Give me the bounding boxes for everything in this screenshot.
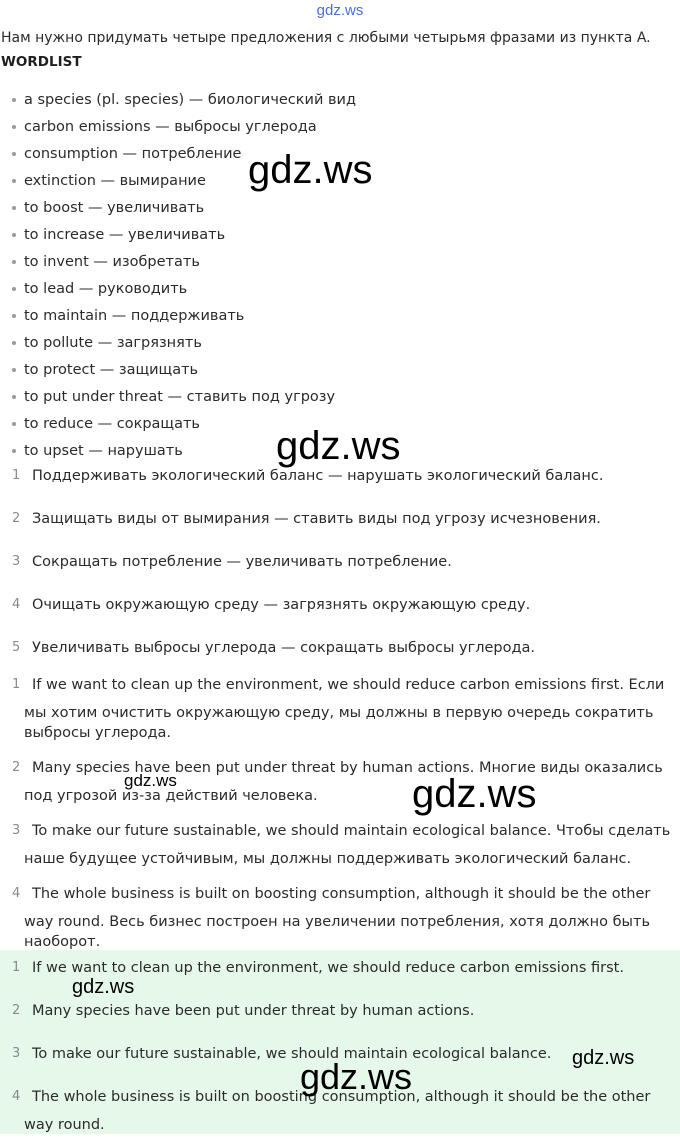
sentence-line: To make our future sustainable, we should maintain ecological balance. Чтобы сделать [32, 823, 671, 839]
phrase-list [0, 466, 680, 681]
sentence-line: The whole business is built on boosting consumption, although it should be the other [32, 886, 651, 902]
bullet-icon [12, 98, 16, 102]
bullet-icon [12, 179, 16, 183]
wordlist-item-text: to upset — нарушать [24, 443, 183, 459]
watermark: gdz.ws [412, 772, 537, 816]
phrase-text: Сокращать потребление — увеличивать потребление. [32, 554, 452, 570]
sentence-item [0, 821, 680, 884]
watermark: gdz.ws [276, 424, 401, 468]
wordlist-item [0, 225, 356, 252]
item-number: 1 [12, 468, 21, 483]
sentence-line: Many species have been put under threat by human actions. Многие виды оказались [32, 760, 663, 776]
wordlist-item-text: to invent — изобретать [24, 254, 200, 270]
phrase-item [0, 466, 680, 509]
answer-text-continued: way round. [24, 1117, 105, 1133]
sentence-item [0, 675, 680, 758]
item-number: 2 [12, 760, 21, 775]
wordlist [0, 90, 356, 468]
item-number: 4 [12, 886, 21, 901]
bullet-icon [12, 422, 16, 426]
bullet-icon [12, 314, 16, 318]
sentence-item [0, 758, 680, 821]
sentence-translation: мы хотим очистить окружающую среду, мы должны в первую очередь сократить выбросы углерода. [24, 705, 654, 741]
phrase-text: Очищать окружающую среду — загрязнять окружающую среду. [32, 597, 531, 613]
bullet-icon [12, 152, 16, 156]
wordlist-item-text: to reduce — сокращать [24, 416, 200, 432]
wordlist-item [0, 333, 356, 360]
answer-item [0, 1001, 680, 1044]
phrase-item [0, 552, 680, 595]
watermark: gdz.ws [572, 1047, 635, 1069]
bullet-icon [12, 287, 16, 291]
item-number: 4 [12, 597, 21, 612]
bullet-icon [12, 125, 16, 129]
item-number: 3 [12, 554, 21, 569]
wordlist-item [0, 90, 356, 117]
wordlist-item-text: to pollute — загрязнять [24, 335, 202, 351]
wordlist-item-text: to maintain — поддерживать [24, 308, 245, 324]
wordlist-item-text: consumption — потребление [24, 146, 242, 162]
wordlist-item-text: to lead — руководить [24, 281, 188, 297]
bullet-icon [12, 395, 16, 399]
wordlist-item [0, 306, 356, 333]
wordlist-item [0, 387, 356, 414]
watermark: gdz.ws [300, 1056, 413, 1097]
item-number: 3 [12, 823, 21, 838]
bullet-icon [12, 449, 16, 453]
sentence-item [0, 884, 680, 950]
answer-text: Many species have been put under threat by human actions. [32, 1003, 475, 1019]
wordlist-title: WORDLIST [1, 54, 82, 70]
bullet-icon [12, 368, 16, 372]
item-number: 1 [12, 677, 21, 692]
item-number: 2 [12, 511, 21, 526]
wordlist-item [0, 117, 356, 144]
bullet-icon [12, 341, 16, 345]
wordlist-item-text: to boost — увеличивать [24, 200, 205, 216]
answer-text: The whole business is built on boosting consumption, although it should be the other [32, 1089, 651, 1105]
sentence-translation: под угрозой из-за действий человека. [24, 788, 318, 804]
phrase-text: Увеличивать выбросы углерода — сокращать выбросы углерода. [32, 640, 536, 656]
wordlist-item-text: to put under threat — ставить под угрозу [24, 389, 336, 405]
item-number: 1 [12, 960, 21, 975]
sentence-line: If we want to clean up the environment, we should reduce carbon emissions first. Если [32, 677, 665, 693]
wordlist-item [0, 279, 356, 306]
wordlist-item-text: extinction — вымирание [24, 173, 206, 189]
item-number: 2 [12, 1003, 21, 1018]
bullet-icon [12, 233, 16, 237]
wordlist-item [0, 252, 356, 279]
answer-text: To make our future sustainable, we should maintain ecological balance. [32, 1046, 552, 1062]
wordlist-item-text: carbon emissions — выбросы углерода [24, 119, 317, 135]
phrase-item [0, 509, 680, 552]
watermark: gdz.ws [124, 771, 177, 790]
wordlist-item [0, 198, 356, 225]
watermark: gdz.ws [248, 148, 373, 192]
item-number: 4 [12, 1089, 21, 1104]
translated-sentence-list [0, 675, 680, 950]
sentence-translation: наше будущее устойчивым, мы должны поддерживать экологический баланс. [24, 851, 632, 867]
wordlist-item-text: to protect — защищать [24, 362, 199, 378]
task-intro: Нам нужно придумать четыре предложения с любыми четырьмя фразами из пункта A. [1, 30, 651, 46]
bullet-icon [12, 206, 16, 210]
site-mark[interactable]: gdz.ws [316, 2, 364, 19]
phrase-text: Поддерживать экологический баланс — нарушать экологический баланс. [32, 468, 604, 484]
phrase-item [0, 595, 680, 638]
wordlist-item-text: a species (pl. species) — биологический вид [24, 92, 356, 108]
watermark: gdz.ws [72, 976, 135, 998]
item-number: 3 [12, 1046, 21, 1061]
phrase-text: Защищать виды от вымирания — ставить виды под угрозу исчезновения. [32, 511, 601, 527]
answer-text: If we want to clean up the environment, we should reduce carbon emissions first. [32, 960, 624, 976]
wordlist-item-text: to increase — увеличивать [24, 227, 226, 243]
sentence-translation: way round. Весь бизнес построен на увеличении потребления, хотя должно быть наоборот. [24, 914, 650, 950]
wordlist-item [0, 360, 356, 387]
item-number: 5 [12, 640, 21, 655]
bullet-icon [12, 260, 16, 264]
